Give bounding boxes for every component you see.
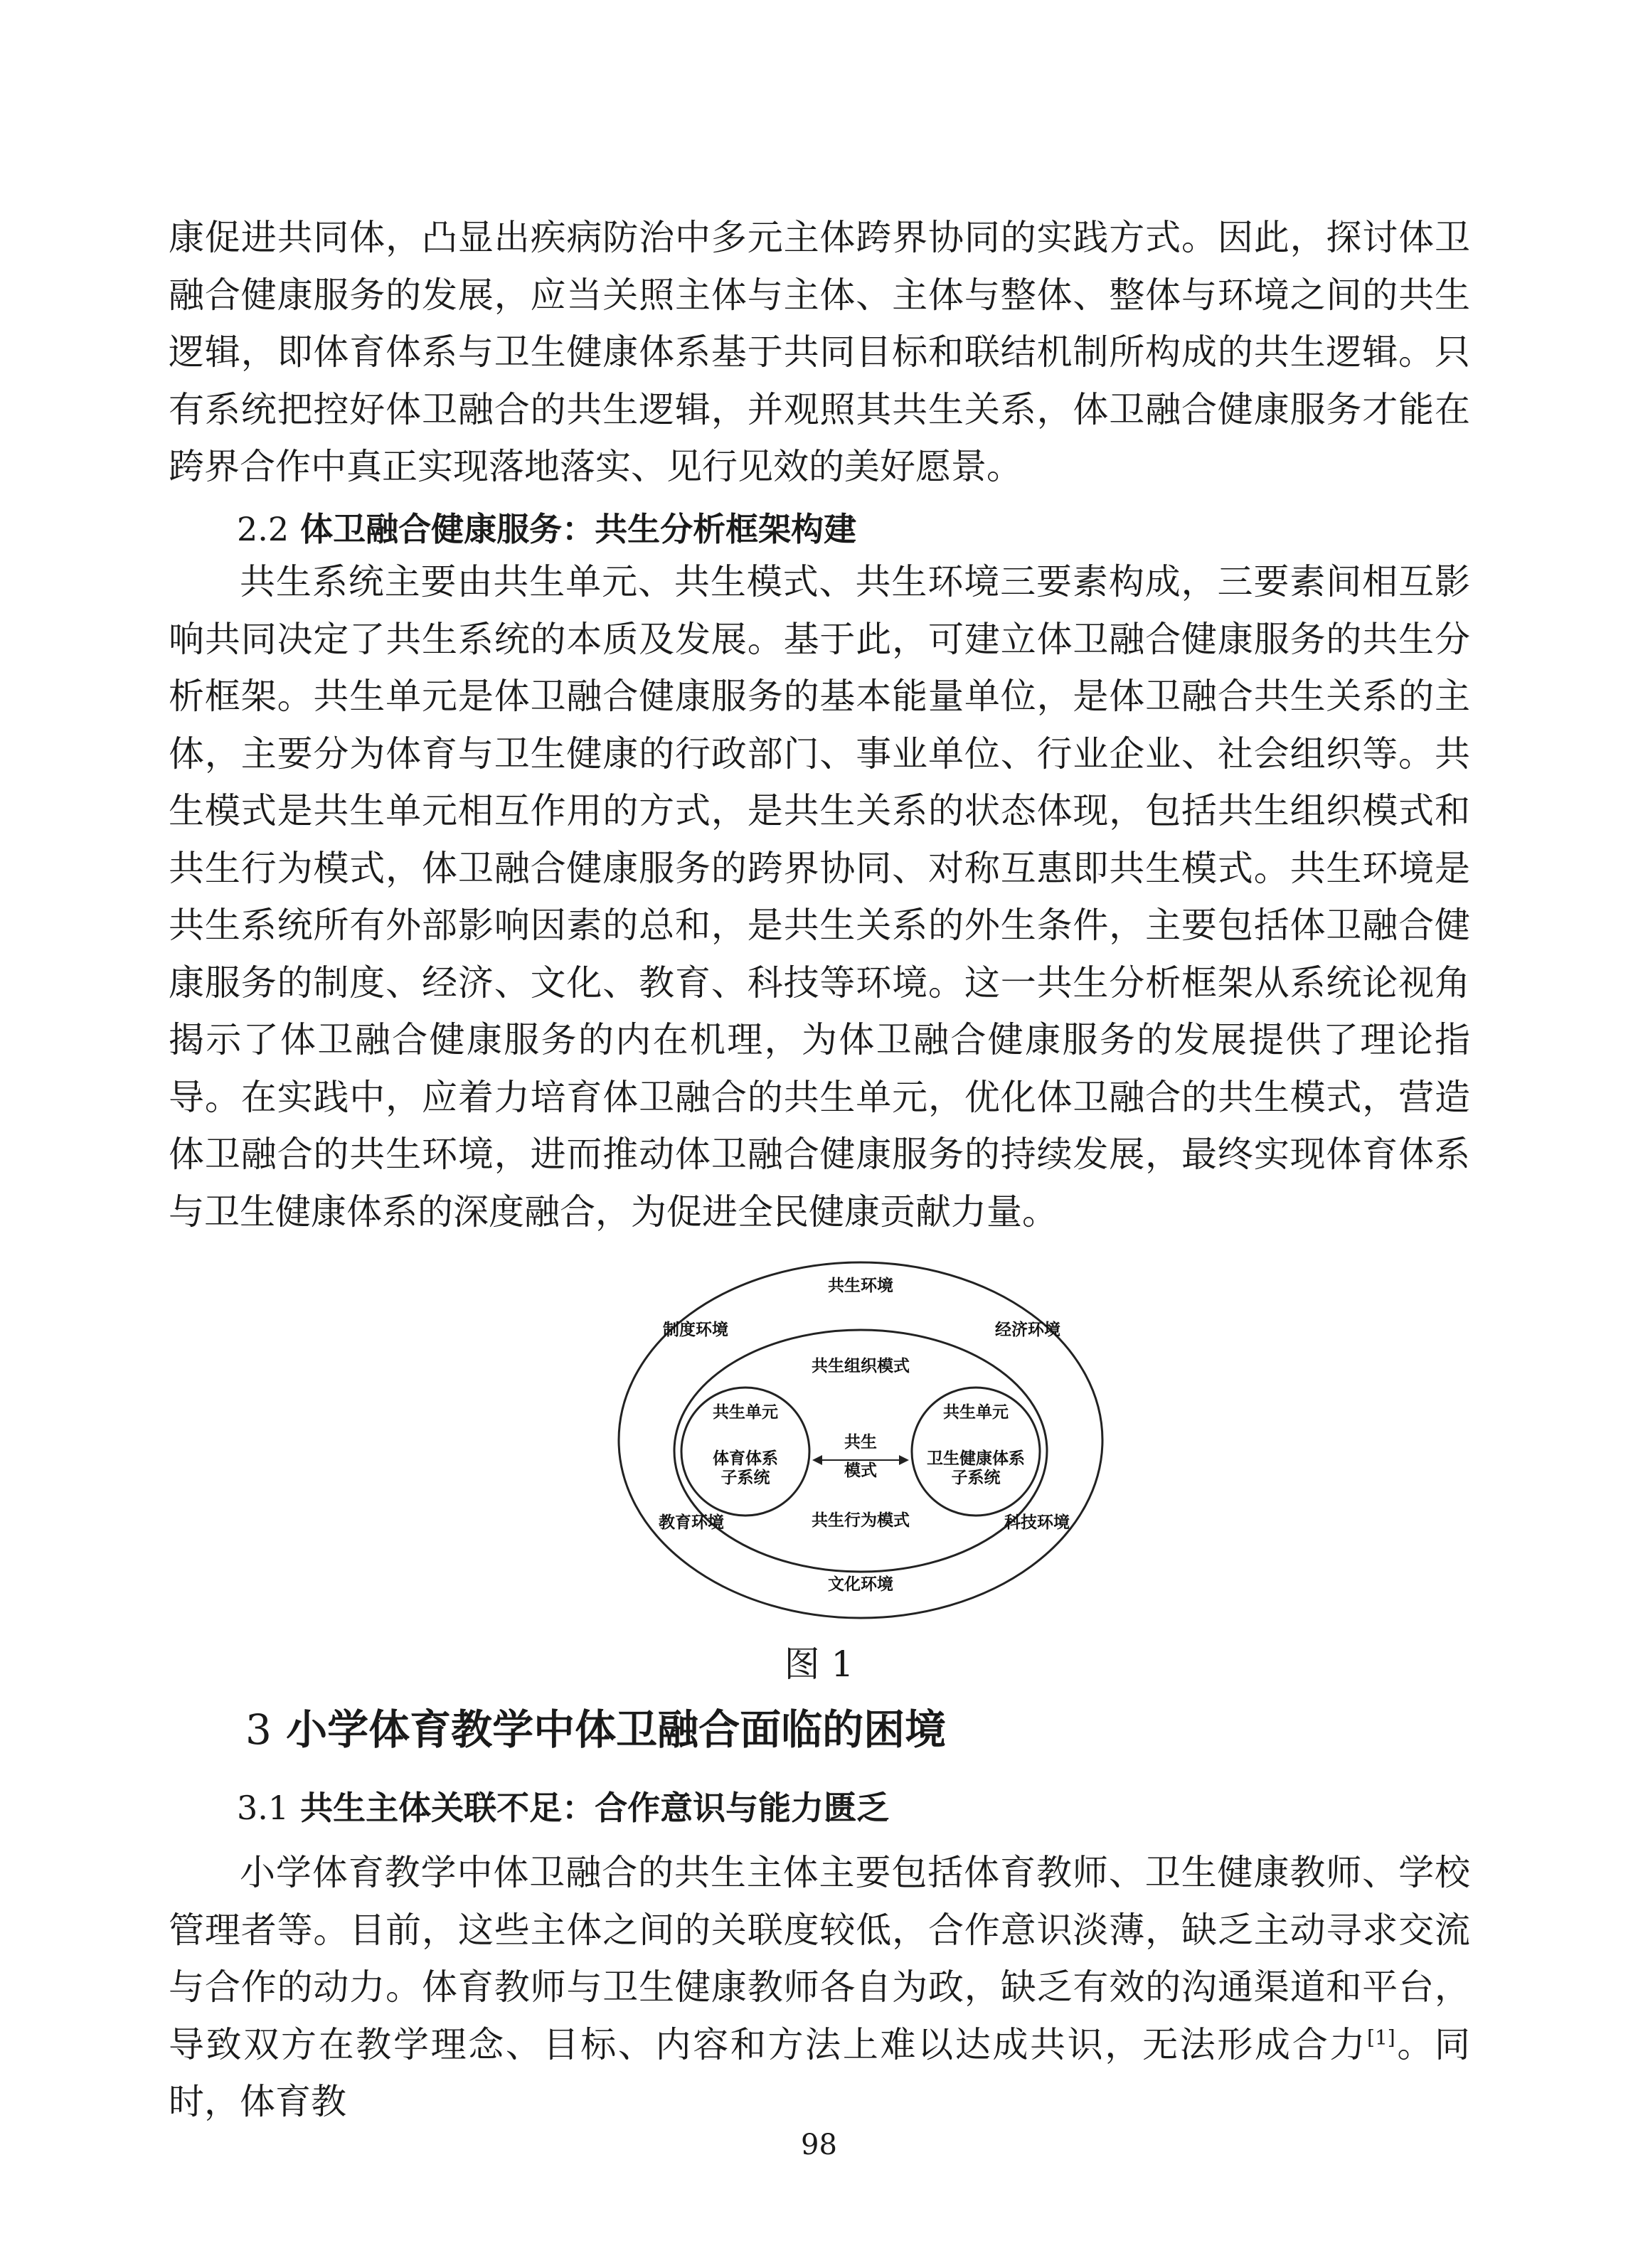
env-label-economy: 经济环境 bbox=[995, 1321, 1060, 1339]
arrow-left-head bbox=[812, 1455, 822, 1465]
section-title: 体卫融合健康服务：共生分析框架构建 bbox=[300, 510, 857, 548]
env-label-outer: 共生环境 bbox=[828, 1277, 893, 1295]
paragraph-text: 小学体育教学中体卫融合的共生主体主要包括体育教师、卫生健康教师、学校管理者等。目前，这些主体之间的关联度较低，合作意识淡薄，缺乏主动寻求交流与合作的动力。体育教师与卫生健康教师各自为政，缺乏有效的沟通渠道和平台，导致双方在教学理念、目标、内容和方法上难以达成共识，无法形成合力 bbox=[169, 1852, 1470, 2065]
env-label-education: 教育环境 bbox=[659, 1513, 724, 1532]
section-number: 3.1 bbox=[237, 1789, 289, 1827]
paragraph-intro: 康促进共同体，凸显出疾病防治中多元主体跨界协同的实践方式。因此，探讨体卫融合健康服务的发展，应当关照主体与主体、主体与整体、整体与环境之间的共生逻辑，即体育体系与卫生健康体系基于共同目标和联结机制所构成的共生逻辑。只有系统把控好体卫融合的共生逻辑，并观照其共生关系，体卫融合健康服务才能在跨界合作中真正实现落地落实、见行见效的美好愿景。 bbox=[169, 217, 1470, 487]
section-number: 2.2 bbox=[237, 510, 289, 548]
center-label-line1: 共生 bbox=[844, 1433, 877, 1452]
env-label-institution: 制度环境 bbox=[663, 1321, 728, 1339]
section-heading-3-1 bbox=[237, 1782, 889, 1829]
right-unit-line2: 子系统 bbox=[951, 1469, 1001, 1487]
mode-label-behavior: 共生行为模式 bbox=[812, 1511, 910, 1530]
page-number: 98 bbox=[801, 2129, 837, 2161]
env-label-culture: 文化环境 bbox=[828, 1575, 893, 1594]
env-label-technology: 科技环境 bbox=[1004, 1513, 1070, 1532]
paragraph-framework: 共生系统主要由共生单元、共生模式、共生环境三要素构成，三要素间相互影响共同决定了共生系统的本质及发展。基于此，可建立体卫融合健康服务的共生分析框架。共生单元是体卫融合健康服务的基本能量单位，是体卫融合共生关系的主体，主要分为体育与卫生健康的行政部门、事业单位、行业企业、社会组织等。共生模式是共生单元相互作用的方式，是共生关系的状态体现，包括共生组织模式和共生行为模式，体卫融合健康服务的跨界协同、对称互惠即共生模式。共生环境是共生系统所有外部影响因素的总和，是共生关系的外生条件，主要包括体卫融合健康服务的制度、经济、文化、教育、科技等环境。这一共生分析框架从系统论视角揭示了体卫融合健康服务的内在机理，为体卫融合健康服务的发展提供了理论指导。在实践中，应着力培育体卫融合的共生单元，优化体卫融合的共生模式，营造体卫融合的共生环境，进而推动体卫融合健康服务的持续发展，最终实现体育体系与卫生健康体系的深度融合，为促进全民健康贡献力量。 bbox=[169, 561, 1470, 1233]
center-label-line2: 模式 bbox=[844, 1462, 877, 1480]
section-title: 共生主体关联不足：合作意识与能力匮乏 bbox=[300, 1789, 890, 1827]
paragraph-text-tail: 。同时，体育教 bbox=[169, 2023, 1471, 2122]
right-unit-title: 共生单元 bbox=[943, 1403, 1009, 1422]
chapter-number: 3 bbox=[245, 1705, 272, 1754]
section-heading-2-2 bbox=[237, 504, 856, 550]
left-unit-line1: 体育体系 bbox=[713, 1449, 778, 1468]
chapter-heading-3 bbox=[245, 1696, 946, 1756]
citation-ref[interactable]: [1] bbox=[1367, 2025, 1395, 2049]
paragraph-subjects bbox=[169, 1844, 1470, 2131]
mode-label-organization: 共生组织模式 bbox=[812, 1357, 910, 1375]
right-unit-line1: 卫生健康体系 bbox=[927, 1449, 1025, 1468]
chapter-title: 小学体育教学中体卫融合面临的困境 bbox=[286, 1705, 947, 1754]
left-unit-title: 共生单元 bbox=[713, 1403, 778, 1422]
symbiosis-framework-diagram bbox=[612, 1255, 1110, 1629]
figure-caption: 图 1 bbox=[784, 1644, 854, 1685]
arrow-right-head bbox=[899, 1455, 909, 1465]
left-unit-line2: 子系统 bbox=[720, 1469, 770, 1487]
